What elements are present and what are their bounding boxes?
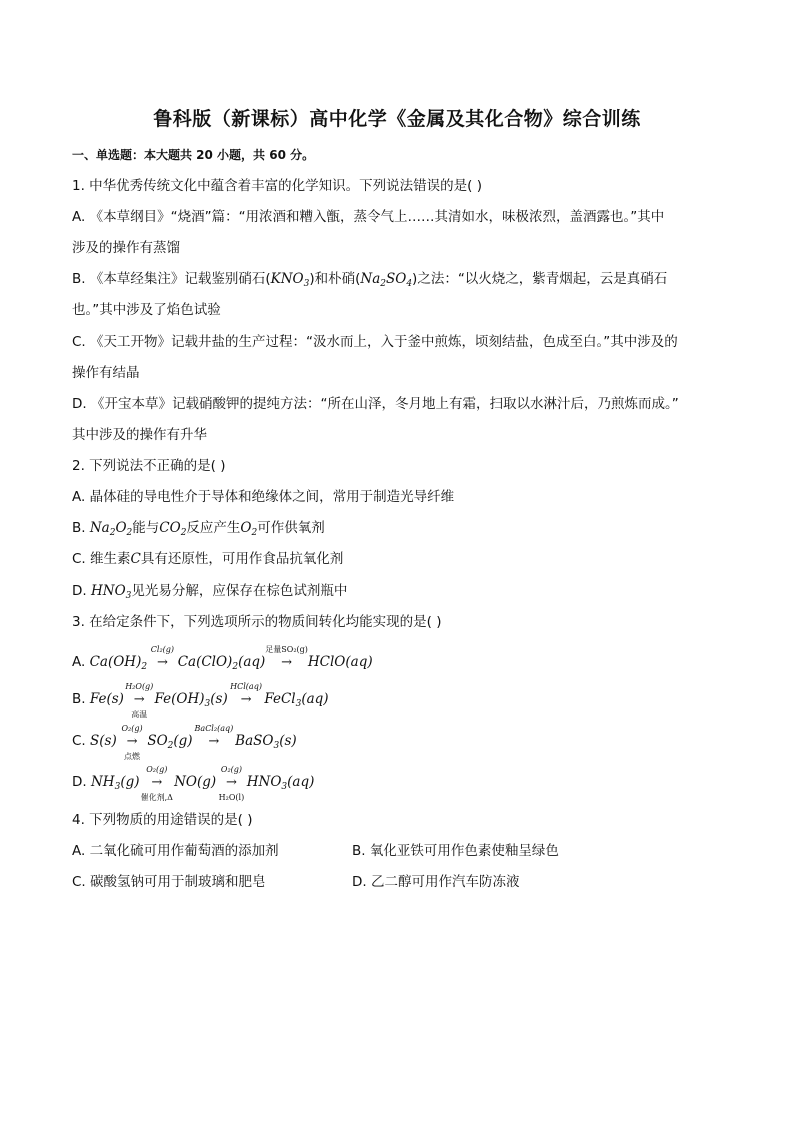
- q1-option-a-line2: 涉及的操作有蒸馏: [72, 240, 180, 256]
- q4-option-d: D. 乙二醇可用作汽车防冻液: [352, 874, 520, 890]
- formula-o2: $O_2$: [240, 520, 258, 538]
- q2-option-c: C. 维生素C具有还原性，可用作食品抗氧化剂: [72, 551, 344, 567]
- q3-option-d: D. $NH_3(g)$ O₂(g) → 催化剂,Δ NO(g) O₂(g) → H₂O(l) $HNO_3(aq)$: [72, 765, 315, 802]
- q4-option-c: C. 碳酸氢钠可用于制玻璃和肥皂: [72, 874, 266, 890]
- q1-option-b-line2: 也。”其中涉及了焰色试验: [72, 302, 221, 318]
- formula-na2o2: $Na_2O_2$: [89, 520, 133, 538]
- q2-stem: 2. 下列说法不正确的是( ): [72, 458, 226, 474]
- q2-option-d: D. $HNO_3$见光易分解，应保存在棕色试剂瓶中: [72, 583, 348, 601]
- formula-kno3: $KNO_3$: [270, 271, 310, 289]
- reaction-arrow: O₂(g) → H₂O(l): [218, 765, 245, 802]
- formula-c: C: [130, 551, 141, 567]
- page-title: 鲁科版（新课标）高中化学《金属及其化合物》综合训练: [153, 108, 641, 130]
- q2-option-b: B. $Na_2O_2$能与$CO_2$反应产生$O_2$可作供氧剂: [72, 520, 325, 538]
- q3-option-c: C. S(s) O₂(g) → 点燃 $SO_2(g)$ BaCl₂(aq) → BaSO$_3$(s): [72, 724, 297, 761]
- q1-option-d-line2: 其中涉及的操作有升华: [72, 427, 207, 443]
- reaction-arrow: H₂O(g) → 高温: [125, 682, 154, 719]
- formula-co2: $CO_2$: [159, 520, 187, 538]
- formula-hno3: $HNO_3$: [90, 583, 132, 601]
- reaction-arrow: HCl(aq) →: [230, 682, 262, 707]
- q1-b-text: )和朴硝(: [309, 271, 361, 287]
- reaction-arrow: O₂(g) → 催化剂,Δ: [140, 765, 173, 802]
- q1-option-d-line1: D. 《开宝本草》记载硝酸钾的提纯方法：“所在山泽，冬月地上有霜，扫取以水淋汁后，乃煎炼而成。”: [72, 396, 679, 412]
- q1-stem: 1. 中华优秀传统文化中蕴含着丰富的化学知识。下列说法错误的是( ): [72, 178, 482, 194]
- q4-option-b: B. 氧化亚铁可用作色素使釉呈绿色: [352, 843, 559, 859]
- q3-stem: 3. 在给定条件下，下列选项所示的物质间转化均能实现的是( ): [72, 614, 442, 630]
- q1-option-c-line2: 操作有结晶: [72, 365, 140, 381]
- q1-b-text: )之法：“以火烧之，紫青烟起，云是真硝石: [412, 271, 668, 287]
- q3-option-b: B. Fe(s) H₂O(g) → 高温 $Fe(OH)_3(s)$ HCl(aq) → FeCl$_3$(aq): [72, 682, 329, 719]
- section-heading: 一、单选题：本大题共 20 小题，共 60 分。: [72, 148, 315, 162]
- reaction-arrow: O₂(g) → 点燃: [121, 724, 143, 761]
- q1-option-a-line1: A. 《本草纲目》“烧酒”篇：“用浓酒和糟入甑，蒸令气上……其清如水，味极浓烈，盖酒露也。”其中: [72, 209, 665, 225]
- q2-option-a: A. 晶体硅的导电性介于导体和绝缘体之间，常用于制造光导纤维: [72, 489, 455, 505]
- q4-option-a: A. 二氧化硫可用作葡萄酒的添加剂: [72, 843, 279, 859]
- formula-na2so4: $Na_2SO_4$: [360, 271, 413, 289]
- q1-option-b-line1: [72, 270, 667, 293]
- reaction-arrow: Cl₂(g) →: [150, 645, 175, 670]
- q1-option-c-line1: C. 《天工开物》记载井盐的生产过程：“汲水而上，入于釜中煎炼，顷刻结盐，色成至白。”其中涉及的: [72, 334, 678, 350]
- reaction-arrow: 足量SO₂(g) →: [265, 645, 308, 670]
- reaction-arrow: BaCl₂(aq) →: [194, 724, 234, 749]
- q4-stem: 4. 下列物质的用途错误的是( ): [72, 812, 253, 828]
- q3-option-a: A. $Ca(OH)_2$ Cl₂(g) → $Ca(ClO)_2(aq)$ 足量SO₂(g) → HClO(aq): [72, 645, 373, 672]
- q1-b-text: B. 《本草经集注》记载鉴别硝石(: [72, 271, 271, 287]
